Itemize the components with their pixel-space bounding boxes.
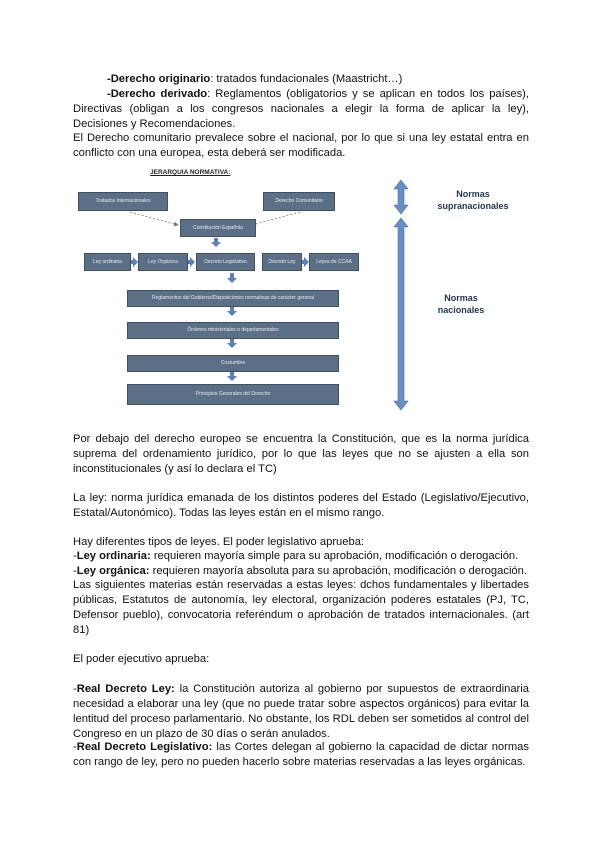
ley-ordinaria-text: requieren mayoría simple para su aprobación, modificación o derogación. bbox=[150, 550, 519, 562]
rdl-text: la Constitución autoriza al gobierno por supuestos de extraordinaria necesidad a elaborar una ley (que no puede tratar sobre aspectos orgánicos) para evitar la lentitud del proceso parlamentario. No obstante, los RDL deben ser sometidos al control del Congreso en un plazo de 30 días o serán anulados. bbox=[73, 683, 529, 740]
ley-paragraph: La ley: norma jurídica emanada de los distintos poderes del Estado (Legislativo/Ejecutivo, Estatal/Autonómico). Todas las leyes están en el mismo rango. bbox=[73, 492, 529, 519]
derivado-term: -Derecho derivado bbox=[107, 88, 208, 100]
ley-organica-term: Ley orgánica: bbox=[76, 565, 150, 577]
originario-text: : tratados fundacionales (Maastricht…) bbox=[210, 73, 403, 85]
label-nacionales: Normas nacionales bbox=[437, 293, 485, 315]
box-ley-organica: Ley Orgánica bbox=[138, 253, 188, 271]
box-decreto-ley: Decreto Ley bbox=[262, 253, 302, 271]
down-arrow-2 bbox=[227, 273, 237, 283]
constitucion-paragraph: Por debajo del derecho europeo se encuentra la Constitución, que es la norma jurídica suprema del ordenamiento jurídico, por lo que las leyes que no se ajusten a ella son inconstitucionales (y así lo declara el TC) bbox=[73, 433, 529, 475]
down-arrow-5 bbox=[227, 371, 237, 381]
box-ordenes: Órdenes ministeriales o departamentales bbox=[127, 322, 339, 339]
box-comunitario: Derecho Comunitario bbox=[263, 192, 335, 211]
ley-organica-text: requieren mayoría absoluta para su aprobación, modificación o derogación. bbox=[149, 565, 527, 577]
box-reglamentos: Reglamentos del Gobierno/Disposiciones normativas de carácter general bbox=[127, 290, 339, 307]
diagram-title: JERARQUIA NORMATIVA: bbox=[150, 169, 231, 176]
ley-ordinaria-term: Ley ordinaria: bbox=[76, 550, 151, 562]
dashed-arrow-right bbox=[252, 212, 300, 225]
down-arrow-3 bbox=[227, 306, 237, 316]
rdl-term: Real Decreto Ley: bbox=[76, 683, 175, 695]
box-ley-ordinaria: Ley ordinaria bbox=[84, 253, 131, 271]
box-costumbre: Costumbre bbox=[127, 355, 339, 372]
dashed-arrow-left bbox=[130, 212, 178, 225]
down-arrow-1 bbox=[211, 238, 221, 247]
national-double-arrow bbox=[394, 218, 408, 410]
supranational-double-arrow bbox=[394, 180, 408, 214]
real-decreto-legislativo-paragraph: -Real Decreto Legislativo: las Cortes delegan al gobierno la capacidad de dictar normas con rango de ley, pero no pueden hacerlo sobre materias reservadas a las leyes orgánicas. bbox=[73, 741, 529, 768]
materias-paragraph: Las siguientes materias están reservadas a estas leyes: dchos fundamentales y libertades públicas, Estatutos de autonomía, ley electoral, organización poderes estatales (PJ, TC, Defensor pueblo), convocatoria referéndum o aprobación de tratados internacionales. (art 81) bbox=[73, 579, 529, 636]
down-arrow-4 bbox=[227, 338, 237, 348]
box-decreto-legislativo: Decreto Legislativo bbox=[196, 253, 255, 271]
rdleg-text: las Cortes delegan al gobierno la capacidad de dictar normas con rango de ley, pero no pueden hacerlo sobre materias reservadas a las leyes orgánicas. bbox=[73, 741, 529, 768]
ley-ordinaria-line: -Ley ordinaria: requieren mayoría simple para su aprobación, modificación o derogación. bbox=[73, 550, 519, 562]
legislativo-intro: Hay diferentes tipos de leyes. El poder legislativo aprueba: bbox=[73, 536, 365, 548]
box-leyes-ccaa: Leyes de CCAA bbox=[309, 253, 359, 271]
label-supranacionales: Normas supranacionales bbox=[437, 189, 509, 211]
derivado-text: : Reglamentos (obligatorios y se aplican en todos los países), Directivas (obligan a los congresos nacionales a elegir la forma de aplicar la ley), Decisiones y Recomendaciones. bbox=[73, 88, 529, 130]
originario-term: -Derecho originario bbox=[107, 73, 211, 85]
box-tratados: Tratados Internacionales bbox=[78, 192, 168, 211]
box-constitucion: Constitución Española bbox=[180, 219, 256, 237]
ejecutivo-intro: El poder ejecutivo aprueba: bbox=[73, 653, 210, 665]
box-principios: Principios Generales del Derecho bbox=[127, 384, 339, 405]
real-decreto-ley-paragraph: -Real Decreto Ley: la Constitución autoriza al gobierno por supuestos de extraordinaria necesidad a elaborar una ley (que no puede tratar sobre aspectos orgánicos) para evitar la lentitud del proceso parlamentario. No obstante, los RDL deben ser sometidos al control del Congreso en un plazo de 30 días o serán anulados. bbox=[73, 683, 529, 740]
prevalece-paragraph: El Derecho comunitario prevalece sobre el nacional, por lo que si una ley estatal entra en conflicto con una europea, esta deberá ser modificada. bbox=[73, 132, 529, 159]
ley-organica-line: -Ley orgánica: requieren mayoría absoluta para su aprobación, modificación o derogación. bbox=[73, 565, 527, 577]
rdleg-term: Real Decreto Legislativo: bbox=[76, 741, 213, 753]
